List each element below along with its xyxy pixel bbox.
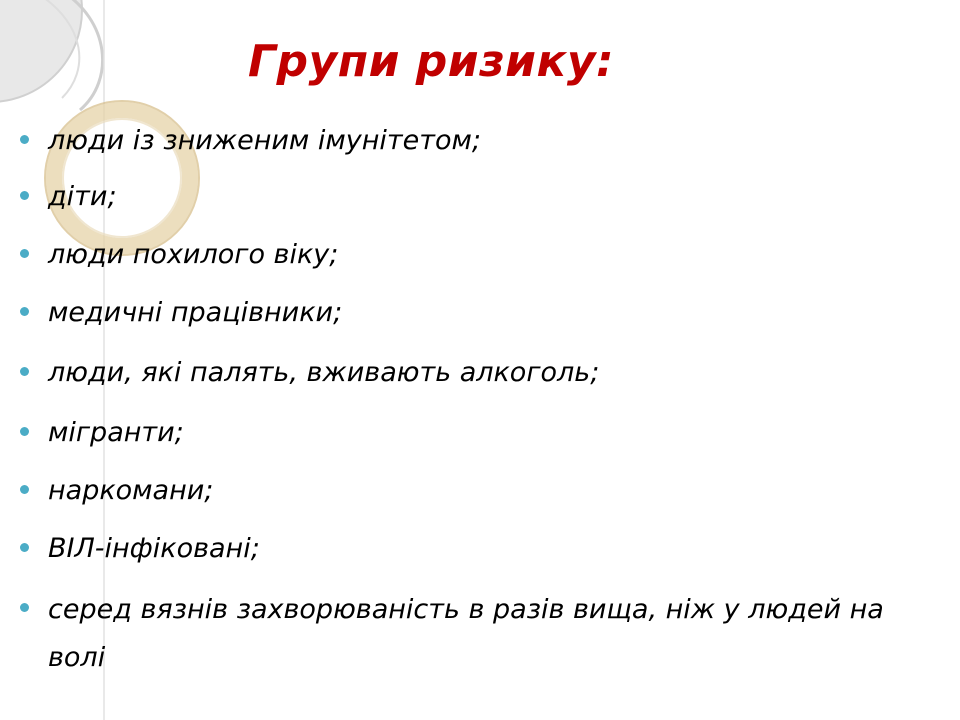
list-item [20, 586, 940, 682]
list-item [20, 410, 940, 456]
list-item-text: люди, які палять, вживають алкоголь; [48, 357, 600, 388]
list-item [20, 232, 940, 278]
list-item [20, 350, 940, 396]
list-item-text: люди похилого віку; [48, 239, 339, 270]
circle-bullet-icon [20, 427, 29, 436]
list-item [20, 118, 940, 164]
list-item-text: діти; [48, 181, 117, 212]
circle-bullet-icon [20, 191, 29, 200]
circle-bullet-icon [20, 603, 29, 612]
circle-bullet-icon [20, 485, 29, 494]
list-item-text: медичні працівники; [48, 297, 343, 328]
list-item-text: ВІЛ-інфіковані; [48, 533, 260, 564]
circle-bullet-icon [20, 543, 29, 552]
list-item [20, 526, 940, 572]
list-item-text: серед вязнів захворюваність в разів вища, ніж у людей на волі [48, 594, 884, 673]
list-item-text: люди із зниженим імунітетом; [48, 125, 481, 156]
slide-title: Групи ризику: [248, 36, 615, 87]
circle-bullet-icon [20, 367, 29, 376]
list-item [20, 290, 940, 336]
circle-bullet-icon [20, 249, 29, 258]
list-item-text: мігранти; [48, 417, 184, 448]
circle-bullet-icon [20, 135, 29, 144]
list-item [20, 468, 940, 514]
list-item-text: наркомани; [48, 475, 214, 506]
circle-bullet-icon [20, 307, 29, 316]
list-item [20, 174, 940, 220]
gray-disk-shape [0, 0, 82, 102]
